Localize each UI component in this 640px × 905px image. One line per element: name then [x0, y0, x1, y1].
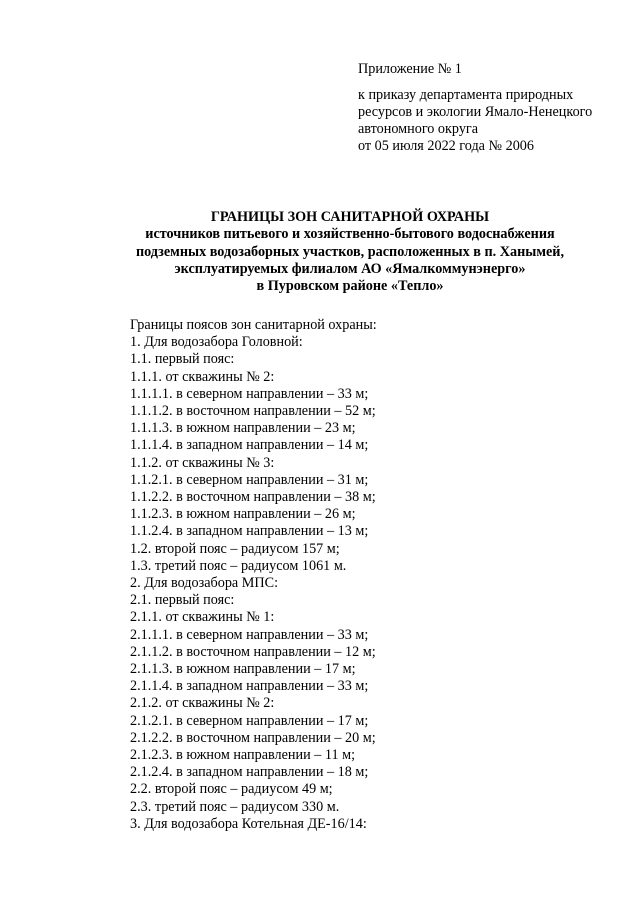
body-line: Границы поясов зон санитарной охраны:: [130, 317, 377, 333]
title-line: подземных водозаборных участков, расположенных в п. Ханымей,: [135, 243, 565, 260]
body-line: 2.1.1.3. в южном направлении – 17 м;: [130, 661, 356, 678]
body-line: 1. Для водозабора Головной:: [130, 334, 303, 351]
body-line: 2.1.2.2. в восточном направлении – 20 м;: [130, 729, 376, 746]
body-line: 1.1. первый пояс:: [130, 351, 235, 368]
body-line: 2.2. второй пояс – радиусом 49 м;: [130, 781, 333, 798]
appendix-line: от 05 июля 2022 года № 2006: [358, 138, 534, 154]
title-line: ГРАНИЦЫ ЗОН САНИТАРНОЙ ОХРАНЫ: [210, 209, 490, 225]
body-line: 2.1.1.4. в западном направлении – 33 м;: [130, 678, 369, 695]
document-title: [100, 209, 600, 295]
body-line: 1.1.2. от скважины № 3:: [130, 454, 275, 471]
appendix-line: автономного округа: [358, 121, 479, 137]
document-body: [130, 317, 610, 833]
body-line: 2.1.1.1. в северном направлении – 33 м;: [130, 626, 369, 643]
body-line: 1.2. второй пояс – радиусом 157 м;: [130, 540, 340, 557]
appendix-line: к приказу департамента природных: [358, 87, 574, 103]
body-line: 1.1.2.4. в западном направлении – 13 м;: [130, 523, 369, 540]
title-line: источников питьевого и хозяйственно-бытового водоснабжения: [145, 226, 555, 243]
body-line: 1.1.2.1. в северном направлении – 31 м;: [130, 471, 369, 488]
body-line: 1.1.2.3. в южном направлении – 26 м;: [130, 506, 356, 523]
body-line: 3. Для водозабора Котельная ДЕ-16/14:: [130, 815, 367, 832]
body-line: 2.1.2. от скважины № 2:: [130, 695, 275, 712]
body-line: 2.3. третий пояс – радиусом 330 м.: [130, 798, 340, 815]
body-line: 1.1.1.4. в западном направлении – 14 м;: [130, 437, 369, 454]
body-line: 1.1.1.1. в северном направлении – 33 м;: [130, 385, 369, 402]
appendix-header: [358, 61, 628, 155]
body-line: 2.1.1. от скважины № 1:: [130, 609, 275, 626]
body-line: 1.1.2.2. в восточном направлении – 38 м;: [130, 489, 376, 506]
body-line: 2.1.2.1. в северном направлении – 17 м;: [130, 712, 369, 729]
appendix-line: ресурсов и экологии Ямало-Ненецкого: [358, 104, 593, 120]
body-line: 1.1.1.2. в восточном направлении – 52 м;: [130, 403, 376, 420]
title-line: эксплуатируемых филиалом АО «Ямалкоммунэнерго»: [174, 260, 526, 277]
body-line: 2.1.2.3. в южном направлении – 11 м;: [130, 747, 356, 764]
appendix-number: Приложение № 1: [358, 61, 462, 77]
body-line: 2.1.2.4. в западном направлении – 18 м;: [130, 764, 369, 781]
body-line: 2.1.1.2. в восточном направлении – 12 м;: [130, 643, 376, 660]
body-line: 2. Для водозабора МПС:: [130, 575, 279, 592]
body-line: 1.1.1. от скважины № 2:: [130, 368, 275, 385]
body-line: 1.1.1.3. в южном направлении – 23 м;: [130, 420, 356, 437]
title-line: в Пуровском районе «Тепло»: [256, 278, 444, 295]
body-line: 1.3. третий пояс – радиусом 1061 м.: [130, 557, 347, 574]
body-line: 2.1. первый пояс:: [130, 592, 235, 609]
